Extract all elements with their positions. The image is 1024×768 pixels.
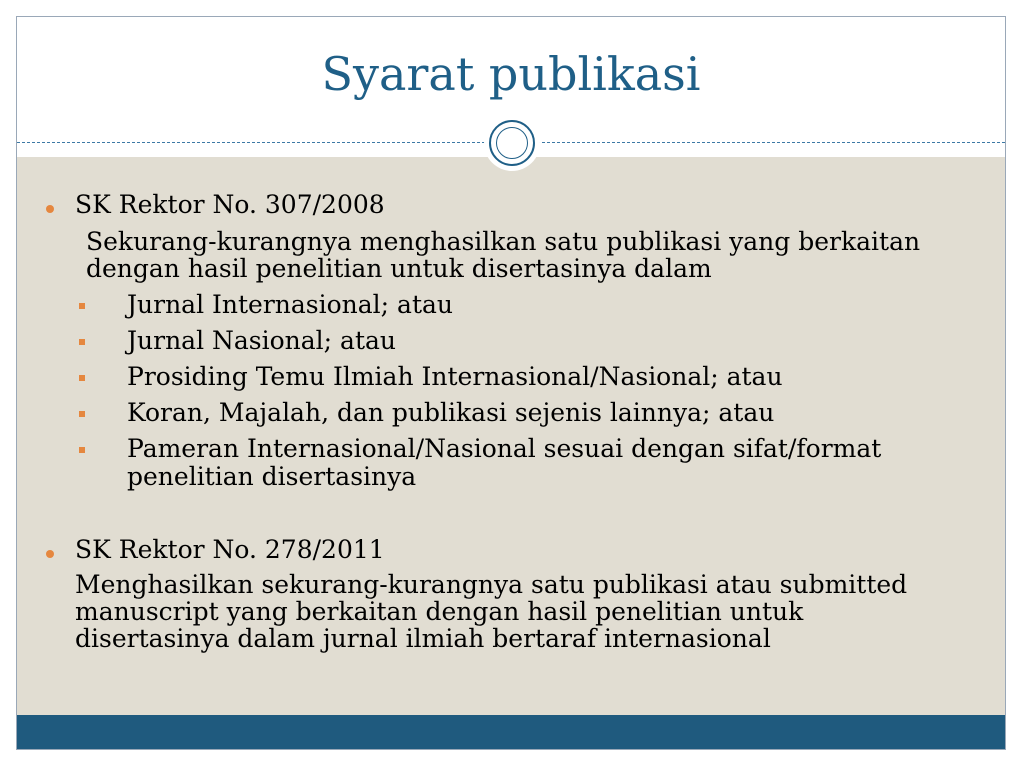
slide-title: Syarat publikasi <box>321 47 701 101</box>
slide-frame <box>16 16 1006 750</box>
section-2-paragraph-line-2: manuscript yang berkaitan dengan hasil penelitian untuk <box>75 597 804 626</box>
section-1-item-5-line-1: Pameran Internasional/Nasional sesuai dengan sifat/format <box>127 434 882 463</box>
section-1-item-4: Koran, Majalah, dan publikasi sejenis lainnya; atau <box>127 398 775 427</box>
ring-outer-circle <box>489 120 535 166</box>
orange-square-icon <box>79 447 85 453</box>
orange-square-icon <box>79 411 85 417</box>
section-heading-2: SK Rektor No. 278/2011 <box>75 535 385 564</box>
section-2-paragraph-line-3: disertasinya dalam jurnal ilmiah bertaraf internasional <box>75 624 771 653</box>
section-1-item-2: Jurnal Nasional; atau <box>127 326 397 355</box>
orange-dot-icon <box>46 550 54 558</box>
orange-square-icon <box>79 303 85 309</box>
section-1-paragraph-line-2: dengan hasil penelitian untuk disertasinya dalam <box>86 254 712 283</box>
section-1-item-1: Jurnal Internasional; atau <box>127 290 454 319</box>
footer-bar <box>17 715 1005 749</box>
section-1-item-5-line-2: penelitian disertasinya <box>127 462 417 491</box>
orange-square-icon <box>79 339 85 345</box>
section-1-item-3: Prosiding Temu Ilmiah Internasional/Nasional; atau <box>127 362 783 391</box>
ring-inner-circle <box>496 127 528 159</box>
section-2-paragraph-line-1: Menghasilkan sekurang-kurangnya satu publikasi atau submitted <box>75 570 908 599</box>
orange-square-icon <box>79 375 85 381</box>
section-heading-1: SK Rektor No. 307/2008 <box>75 190 385 219</box>
content-area <box>17 157 1005 715</box>
section-1-paragraph-line-1: Sekurang-kurangnya menghasilkan satu publikasi yang berkaitan <box>86 227 921 256</box>
orange-dot-icon <box>46 205 54 213</box>
double-ring-icon <box>484 115 540 171</box>
